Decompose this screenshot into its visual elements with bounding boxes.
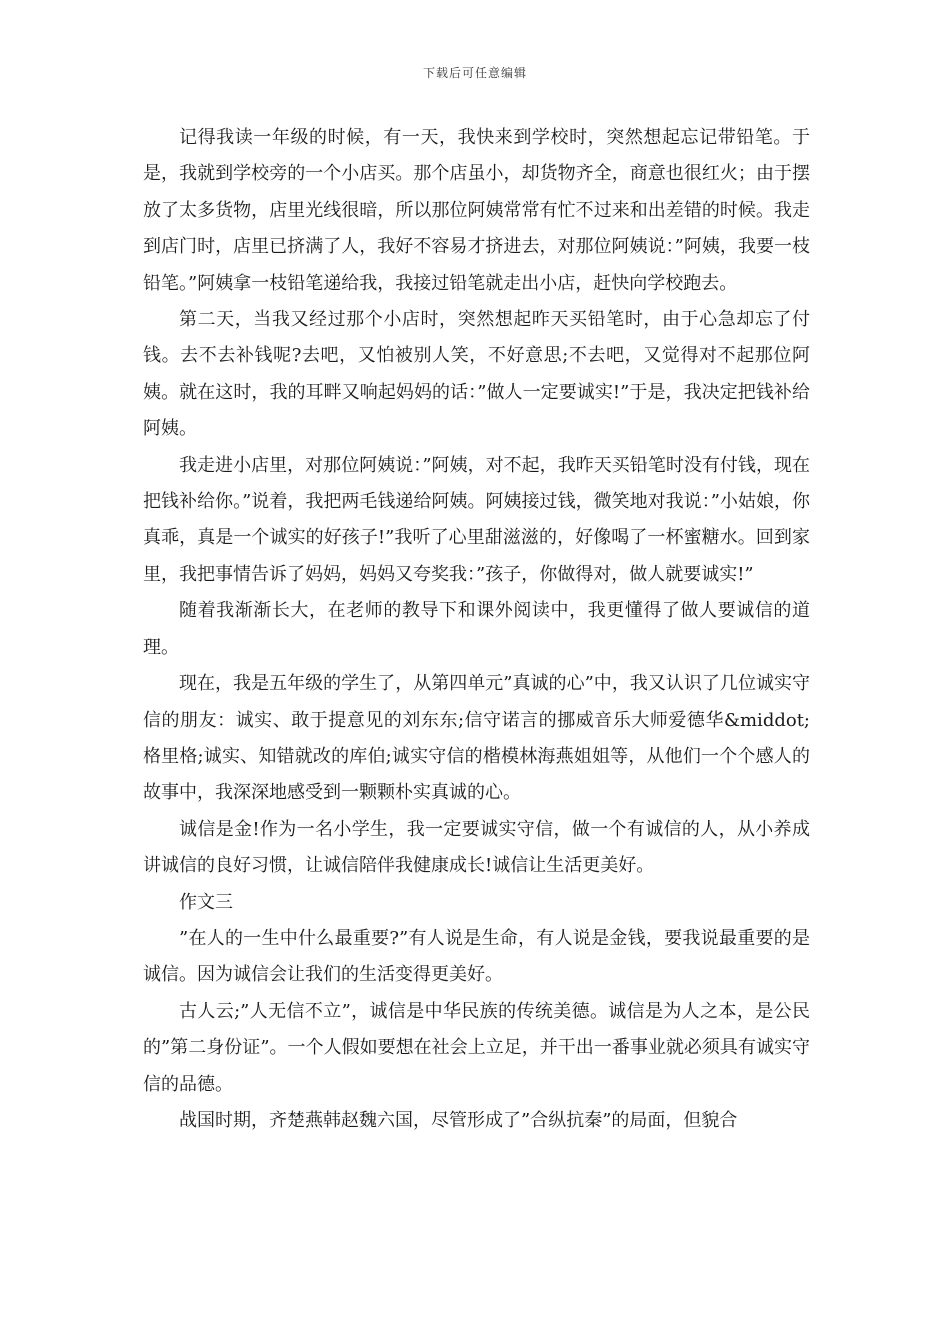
section-heading: 作文三 <box>179 891 233 913</box>
document-body <box>143 120 810 1139</box>
paragraph: 现在，我是五年级的学生了，从第四单元”真诚的心”中，我又认识了几位诚实守信的朋友：诚实、敢于提意见的刘东东;信守诺言的挪威音乐大师爱德华&middot;格里格;诚实、知错就改的库伯;诚实守信的楷模林海燕姐姐等，从他们一个个感人的故事中，我深深地感受到一颗颗朴实真诚的心。 <box>143 673 810 804</box>
paragraph: 记得我读一年级的时候，有一天，我快来到学校时，突然想起忘记带铅笔。于是，我就到学校旁的一个小店买。那个店虽小，却货物齐全，商意也很红火；由于摆放了太多货物，店里光线很暗，所以那位阿姨常常有忙不过来和出差错的时候。我走到店门时，店里已挤满了人，我好不容易才挤进去，对那位阿姨说：”阿姨，我要一枝铅笔。”阿姨拿一枝铅笔递给我，我接过铅笔就走出小店，赶快向学校跑去。 <box>143 127 810 294</box>
paragraph: 随着我渐渐长大，在老师的教导下和课外阅读中，我更懂得了做人要诚信的道理。 <box>143 600 810 658</box>
paragraph: ”在人的一生中什么最重要?”有人说是生命，有人说是金钱，要我说最重要的是诚信。因为诚信会让我们的生活变得更美好。 <box>143 927 810 986</box>
paragraph: 第二天，当我又经过那个小店时，突然想起昨天买铅笔时，由于心急却忘了付钱。去不去补钱呢?去吧，又怕被别人笑，不好意思;不去吧，又觉得对不起那位阿姨。就在这时，我的耳畔又响起妈妈的话：”做人一定要诚实!”于是，我决定把钱补给阿姨。 <box>143 309 810 440</box>
paragraph: 我走进小店里，对那位阿姨说：”阿姨，对不起，我昨天买铅笔时没有付钱，现在把钱补给你。”说着，我把两毛钱递给阿姨。阿姨接过钱，微笑地对我说：”小姑娘，你真乖，真是一个诚实的好孩子!”我听了心里甜滋滋的，好像喝了一杯蜜糖水。回到家里，我把事情告诉了妈妈，妈妈又夸奖我：”孩子，你做得对，做人就要诚实!” <box>143 454 810 585</box>
paragraph: 古人云;”人无信不立”，诚信是中华民族的传统美德。诚信是为人之本，是公民的”第二身份证”。一个人假如要想在社会上立足，并干出一番事业就必须具有诚实守信的品德。 <box>143 1000 810 1095</box>
paragraph: 战国时期，齐楚燕韩赵魏六国，尽管形成了”合纵抗秦”的局面，但貌合 <box>179 1109 738 1131</box>
header-note: 下载后可任意编辑 <box>422 66 527 80</box>
paragraph: 诚信是金!作为一名小学生，我一定要诚实守信，做一个有诚信的人，从小养成讲诚信的良好习惯，让诚信陪伴我健康成长!诚信让生活更美好。 <box>143 818 810 877</box>
